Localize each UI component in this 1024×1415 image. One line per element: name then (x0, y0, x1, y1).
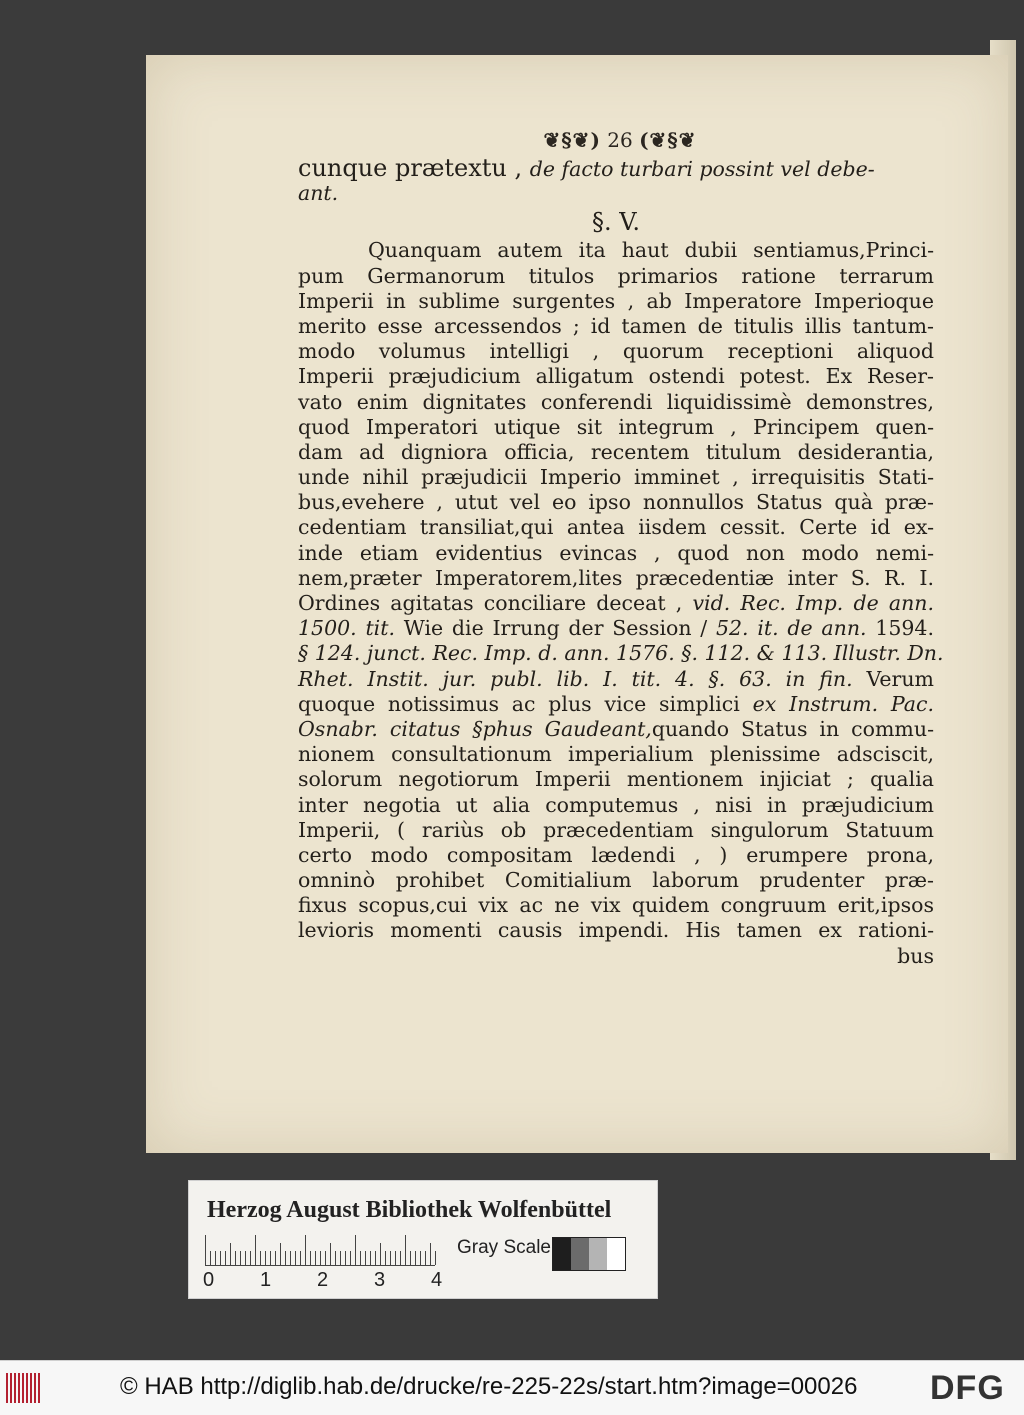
library-name: Herzog August Bibliothek Wolfenbüttel (207, 1197, 612, 1223)
ruler-tick (400, 1251, 401, 1265)
logo-bar (38, 1373, 40, 1403)
ruler-tick (385, 1251, 386, 1265)
ruler-tick (360, 1251, 361, 1265)
page-text (298, 154, 944, 969)
ruler-tick (260, 1251, 261, 1265)
ruler-tick (375, 1251, 376, 1265)
ruler-tick (270, 1251, 271, 1265)
gray-swatch (571, 1238, 589, 1270)
text-segment: cedentiam transiliat,qui antea iisdem cessit. Certe id ex- (298, 515, 934, 540)
text-segment: ant. (298, 181, 339, 206)
ruler-tick (205, 1235, 206, 1265)
text-segment: §. V. (591, 208, 641, 237)
text-line (298, 918, 934, 943)
dfg-logo: DFG (930, 1369, 1005, 1407)
text-segment: Ordines agitatas conciliare deceat , (298, 591, 693, 615)
text-line (298, 742, 934, 767)
text-segment: merito esse arcessendos ; id tamen de titulis illis tantum- (298, 313, 934, 338)
gray-swatch (607, 1238, 625, 1270)
ruler-tick (315, 1251, 316, 1265)
ruler-tick (320, 1251, 321, 1265)
ruler-tick (380, 1243, 381, 1265)
text-segment: Osnabr. citatus §phus Gaudeant, (298, 716, 652, 741)
text-line (298, 440, 934, 465)
ruler-tick (230, 1243, 231, 1265)
text-segment: dam ad digniora officia, recentem titulum desiderantia, (298, 439, 934, 464)
ruler-tick (325, 1251, 326, 1265)
text-segment: nem,præter Imperatorem,lites præcedentiæ inter S. R. I. (298, 565, 934, 590)
text-segment: 52. it. de ann. (715, 616, 867, 641)
text-segment: Rhet. Instit. jur. publ. lib. I. tit. 4. §. 63. in fin. (298, 666, 853, 691)
text-line (298, 717, 934, 742)
ruler-tick (390, 1251, 391, 1265)
ruler-numbers (199, 1269, 459, 1293)
gray-swatch (553, 1238, 571, 1270)
text-line (298, 490, 934, 515)
ruler-tick (340, 1251, 341, 1265)
gray-swatch (589, 1238, 607, 1270)
text-segment: cunque prætextu , (298, 154, 530, 182)
ruler-tick (275, 1251, 276, 1265)
ruler-tick (285, 1251, 286, 1265)
text-line (298, 364, 934, 389)
ruler-tick (420, 1251, 421, 1265)
text-line (298, 541, 934, 566)
text-line (298, 465, 934, 490)
color-reference-bar (188, 1180, 658, 1299)
text-segment: omninò prohibet Comitialium laborum prudenter præ- (298, 868, 934, 893)
text-line (298, 314, 934, 339)
text-segment: Wie die Irrung der Session / (403, 616, 716, 641)
text-line (298, 793, 934, 818)
ruler-tick (220, 1251, 221, 1265)
ruler-tick (355, 1235, 356, 1265)
text-segment: de facto turbari possint vel debe- (529, 157, 875, 181)
ruler-tick (235, 1251, 236, 1265)
text-segment: modo volumus intelligi , quorum receptioni aliquod (298, 339, 934, 364)
text-segment: vato enim dignitates conferendi liquidissimè demonstres, (298, 389, 934, 414)
logo-bar (14, 1373, 16, 1403)
ruler-tick (345, 1251, 346, 1265)
ruler-tick (265, 1251, 266, 1265)
logo-bar (34, 1373, 36, 1403)
text-segment: Imperii in sublime surgentes , ab Imperatore Imperioque (298, 288, 934, 313)
text-segment: quando Status in commu- (651, 716, 934, 741)
ruler-number: 2 (317, 1269, 329, 1291)
logo-bar (6, 1373, 8, 1403)
ruler-tick (305, 1235, 306, 1265)
ruler-number: 0 (203, 1269, 215, 1291)
text-line (298, 591, 934, 616)
ruler-scale (205, 1235, 435, 1265)
text-line (298, 641, 944, 666)
text-segment: pum Germanorum titulos primarios ratione terrarum (298, 263, 934, 288)
ruler-tick (225, 1251, 226, 1265)
scan-backdrop-left (0, 0, 150, 1360)
text-segment: Imperii, ( rariùs ob præcedentiam singulorum Statuum (298, 817, 934, 842)
text-segment: 1594. (866, 616, 934, 641)
logo-bar (26, 1373, 28, 1403)
text-line (298, 390, 934, 415)
text-line (298, 156, 934, 181)
ruler-tick (410, 1251, 411, 1265)
ruler-baseline (205, 1265, 435, 1266)
ruler-tick (350, 1251, 351, 1265)
text-segment: inter negotia ut alia computemus , nisi in præjudicium (298, 792, 934, 817)
copyright-url[interactable]: © HAB http://diglib.hab.de/drucke/re-225-22s/start.htm?image=00026 (120, 1373, 858, 1400)
ruler-tick (280, 1243, 281, 1265)
text-line (298, 181, 934, 206)
ruler-tick (395, 1251, 396, 1265)
text-segment: Imperii præjudicium alligatum ostendi potest. Ex Reser- (298, 364, 934, 389)
text-line (298, 566, 934, 591)
text-segment: bus (897, 943, 934, 968)
gray-scale-swatches (552, 1237, 626, 1271)
text-line (298, 868, 934, 893)
logo-bar (22, 1373, 24, 1403)
ruler-tick (300, 1251, 301, 1265)
text-line (298, 944, 934, 969)
text-line (298, 767, 934, 792)
text-segment: quoque notissimus ac plus vice simplici (298, 691, 753, 716)
ruler-tick (250, 1251, 251, 1265)
ruler-tick (335, 1251, 336, 1265)
logo-bar (30, 1373, 32, 1403)
text-segment: ex Instrum. Pac. (752, 691, 934, 716)
ruler-tick (215, 1251, 216, 1265)
logo-bar (18, 1373, 20, 1403)
ruler-tick (435, 1251, 436, 1265)
ruler-tick (430, 1243, 431, 1265)
ruler-tick (255, 1235, 256, 1265)
text-line (298, 264, 934, 289)
text-line (298, 692, 934, 717)
text-line (298, 238, 934, 263)
text-segment: levioris momenti causis impendi. His tamen ex rationi- (298, 918, 934, 943)
text-segment: bus,evehere , utut vel eo ipso nonnullos Status quà præ- (298, 490, 934, 515)
ruler-tick (290, 1251, 291, 1265)
gray-scale-label: Gray Scale (457, 1237, 551, 1258)
head-ornament-left: ❦§❦) (543, 128, 601, 152)
hab-logo-icon (6, 1373, 44, 1403)
text-line (298, 515, 934, 540)
text-segment: solorum negotiorum Imperii mentionem injiciat ; qualia (298, 767, 934, 792)
ruler-tick (330, 1243, 331, 1265)
ruler-tick (240, 1251, 241, 1265)
text-line (298, 206, 934, 238)
text-segment: inde etiam evidentius evincas , quod non modo nemi- (298, 540, 934, 565)
ruler-number: 4 (431, 1269, 443, 1291)
text-line (298, 843, 934, 868)
ruler-tick (210, 1251, 211, 1265)
text-segment: nionem consultationum imperialium plenissime adsciscit, (298, 742, 934, 767)
text-segment: quod Imperatori utique sit integrum , Principem quen- (298, 414, 934, 439)
ruler-tick (365, 1251, 366, 1265)
ruler-tick (245, 1251, 246, 1265)
footer-bar (0, 1360, 1024, 1415)
ruler-number: 3 (374, 1269, 386, 1291)
ruler-tick (370, 1251, 371, 1265)
text-line (298, 289, 934, 314)
text-line (298, 818, 934, 843)
page-number: 26 (607, 128, 633, 152)
text-line (298, 893, 934, 918)
running-head (300, 128, 940, 152)
text-segment: Verum (852, 666, 934, 691)
text-segment: fixus scopus,cui vix ac ne vix quidem congruum erit,ipsos (298, 893, 934, 918)
text-line (298, 667, 934, 692)
ruler-tick (405, 1235, 406, 1265)
ruler-tick (425, 1251, 426, 1265)
text-segment: certo modo compositam lædendi , ) erumpere prona, (298, 842, 934, 867)
ruler-number: 1 (260, 1269, 272, 1291)
text-line (298, 339, 934, 364)
ruler-tick (295, 1251, 296, 1265)
ruler-tick (415, 1251, 416, 1265)
text-segment: § 124. junct. Rec. Imp. d. ann. 1576. §. 112. & 113. Illustr. Dn. (298, 641, 944, 666)
text-segment: unde nihil præjudicii Imperio imminet , irrequisitis Stati- (298, 465, 934, 490)
text-segment: 1500. tit. (298, 616, 404, 641)
logo-bar (10, 1373, 12, 1403)
text-line (298, 415, 934, 440)
text-segment: vid. Rec. Imp. de ann. (692, 591, 934, 615)
text-line (298, 616, 934, 641)
head-ornament-right: (❦§❦ (639, 128, 697, 152)
text-segment: Quanquam autem ita haut dubii sentiamus,Princi- (368, 238, 934, 263)
ruler-tick (310, 1251, 311, 1265)
